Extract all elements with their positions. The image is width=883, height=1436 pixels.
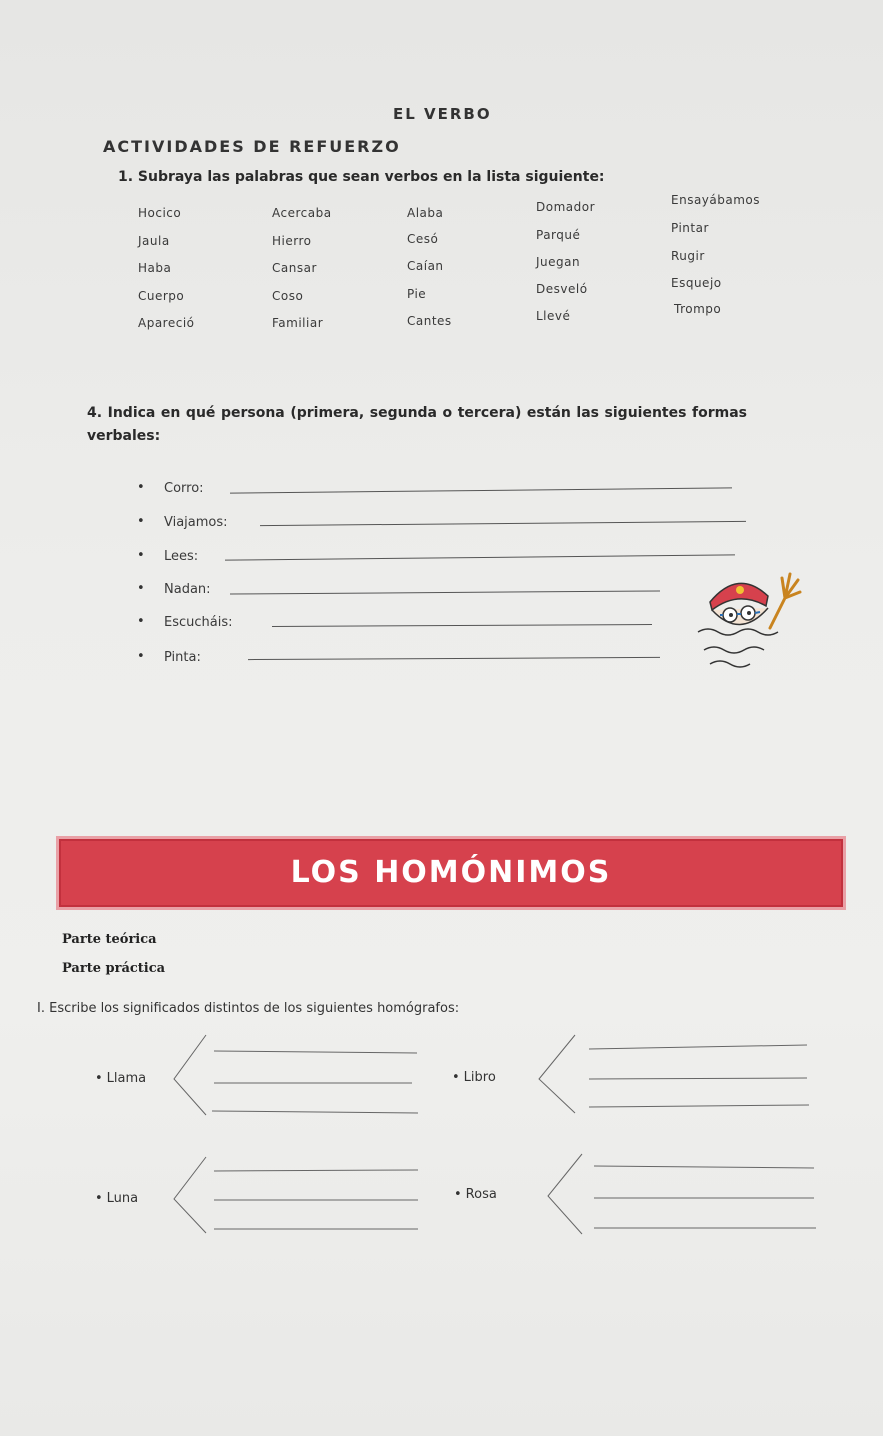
answer-line[interactable] <box>260 521 746 526</box>
verb-form-label: • Corro: <box>164 481 204 496</box>
verb-list-word[interactable]: Hierro <box>272 234 312 248</box>
verb-form-label: • Pinta: <box>164 650 201 665</box>
homograph-word: • Rosa <box>454 1187 497 1202</box>
homographs-instruction: I. Escribe los significados distintos de los siguientes homógrafos: <box>37 1001 460 1016</box>
exercise-4-instruction: 4. Indica en qué persona (primera, segunda o tercera) están las siguientes formas verbales: <box>87 405 747 444</box>
answer-line[interactable] <box>230 590 660 594</box>
verb-list-word[interactable]: Ensayábamos <box>671 193 761 207</box>
verb-list-word[interactable]: Esquejo <box>671 276 722 290</box>
verb-list-word[interactable]: Jaula <box>138 234 170 248</box>
verb-list-word[interactable]: Pie <box>407 287 427 301</box>
verb-list-word[interactable]: Alaba <box>407 206 444 220</box>
answer-line[interactable] <box>230 487 732 493</box>
verb-form-label: • Lees: <box>164 549 198 564</box>
verb-list-word[interactable]: Acercaba <box>272 206 332 220</box>
bracket-lines <box>172 1033 422 1118</box>
homograph-word: • Luna <box>95 1191 138 1206</box>
verb-list-word[interactable]: Cuerpo <box>138 289 185 303</box>
section-banner-title: LOS HOMÓNIMOS <box>290 855 612 890</box>
answer-line[interactable] <box>225 554 735 560</box>
verb-list-word[interactable]: Familiar <box>272 316 324 330</box>
verb-list-word[interactable]: Haba <box>138 261 172 275</box>
section-banner <box>56 836 846 910</box>
answer-line[interactable] <box>248 657 660 660</box>
bracket-lines <box>546 1152 826 1237</box>
verb-list-word[interactable]: Cansar <box>272 261 317 275</box>
practice-heading: Parte práctica <box>62 961 166 976</box>
verb-list-word[interactable]: Llevé <box>536 309 571 323</box>
verb-list-word[interactable]: Pintar <box>671 221 709 235</box>
theory-heading: Parte teórica <box>62 932 157 947</box>
verb-list-word[interactable]: Desveló <box>536 282 588 296</box>
homograph-word: • Llama <box>95 1071 146 1086</box>
page-title: EL VERBO <box>393 105 492 123</box>
verb-list-word[interactable]: Trompo <box>674 302 722 316</box>
verb-list-word[interactable]: Cesó <box>407 232 439 246</box>
verb-list-word[interactable]: Cantes <box>407 314 452 328</box>
answer-line[interactable] <box>272 624 652 627</box>
verb-form-label: • Escucháis: <box>164 615 233 630</box>
verb-list-word[interactable]: Juegan <box>536 255 581 269</box>
verb-list-word[interactable]: Rugir <box>671 249 705 263</box>
verb-list-word[interactable]: Coso <box>272 289 304 303</box>
exercise-1-instruction: 1. Subraya las palabras que sean verbos en la lista siguiente: <box>118 169 605 185</box>
verb-list-word[interactable]: Hocico <box>138 206 182 220</box>
swimmer-illustration-icon <box>690 560 830 680</box>
page-subtitle: ACTIVIDADES DE REFUERZO <box>103 137 401 156</box>
verb-form-label: • Viajamos: <box>164 515 228 530</box>
verb-form-label: • Nadan: <box>164 582 211 597</box>
verb-list-word[interactable]: Caían <box>407 259 444 273</box>
verb-list-word[interactable]: Domador <box>536 200 596 214</box>
verb-list-word[interactable]: Parqué <box>536 228 581 242</box>
bracket-lines <box>172 1155 422 1237</box>
bracket-lines <box>537 1033 817 1118</box>
homograph-word: • Libro <box>452 1070 496 1085</box>
verb-list-word[interactable]: Apareció <box>138 316 195 330</box>
